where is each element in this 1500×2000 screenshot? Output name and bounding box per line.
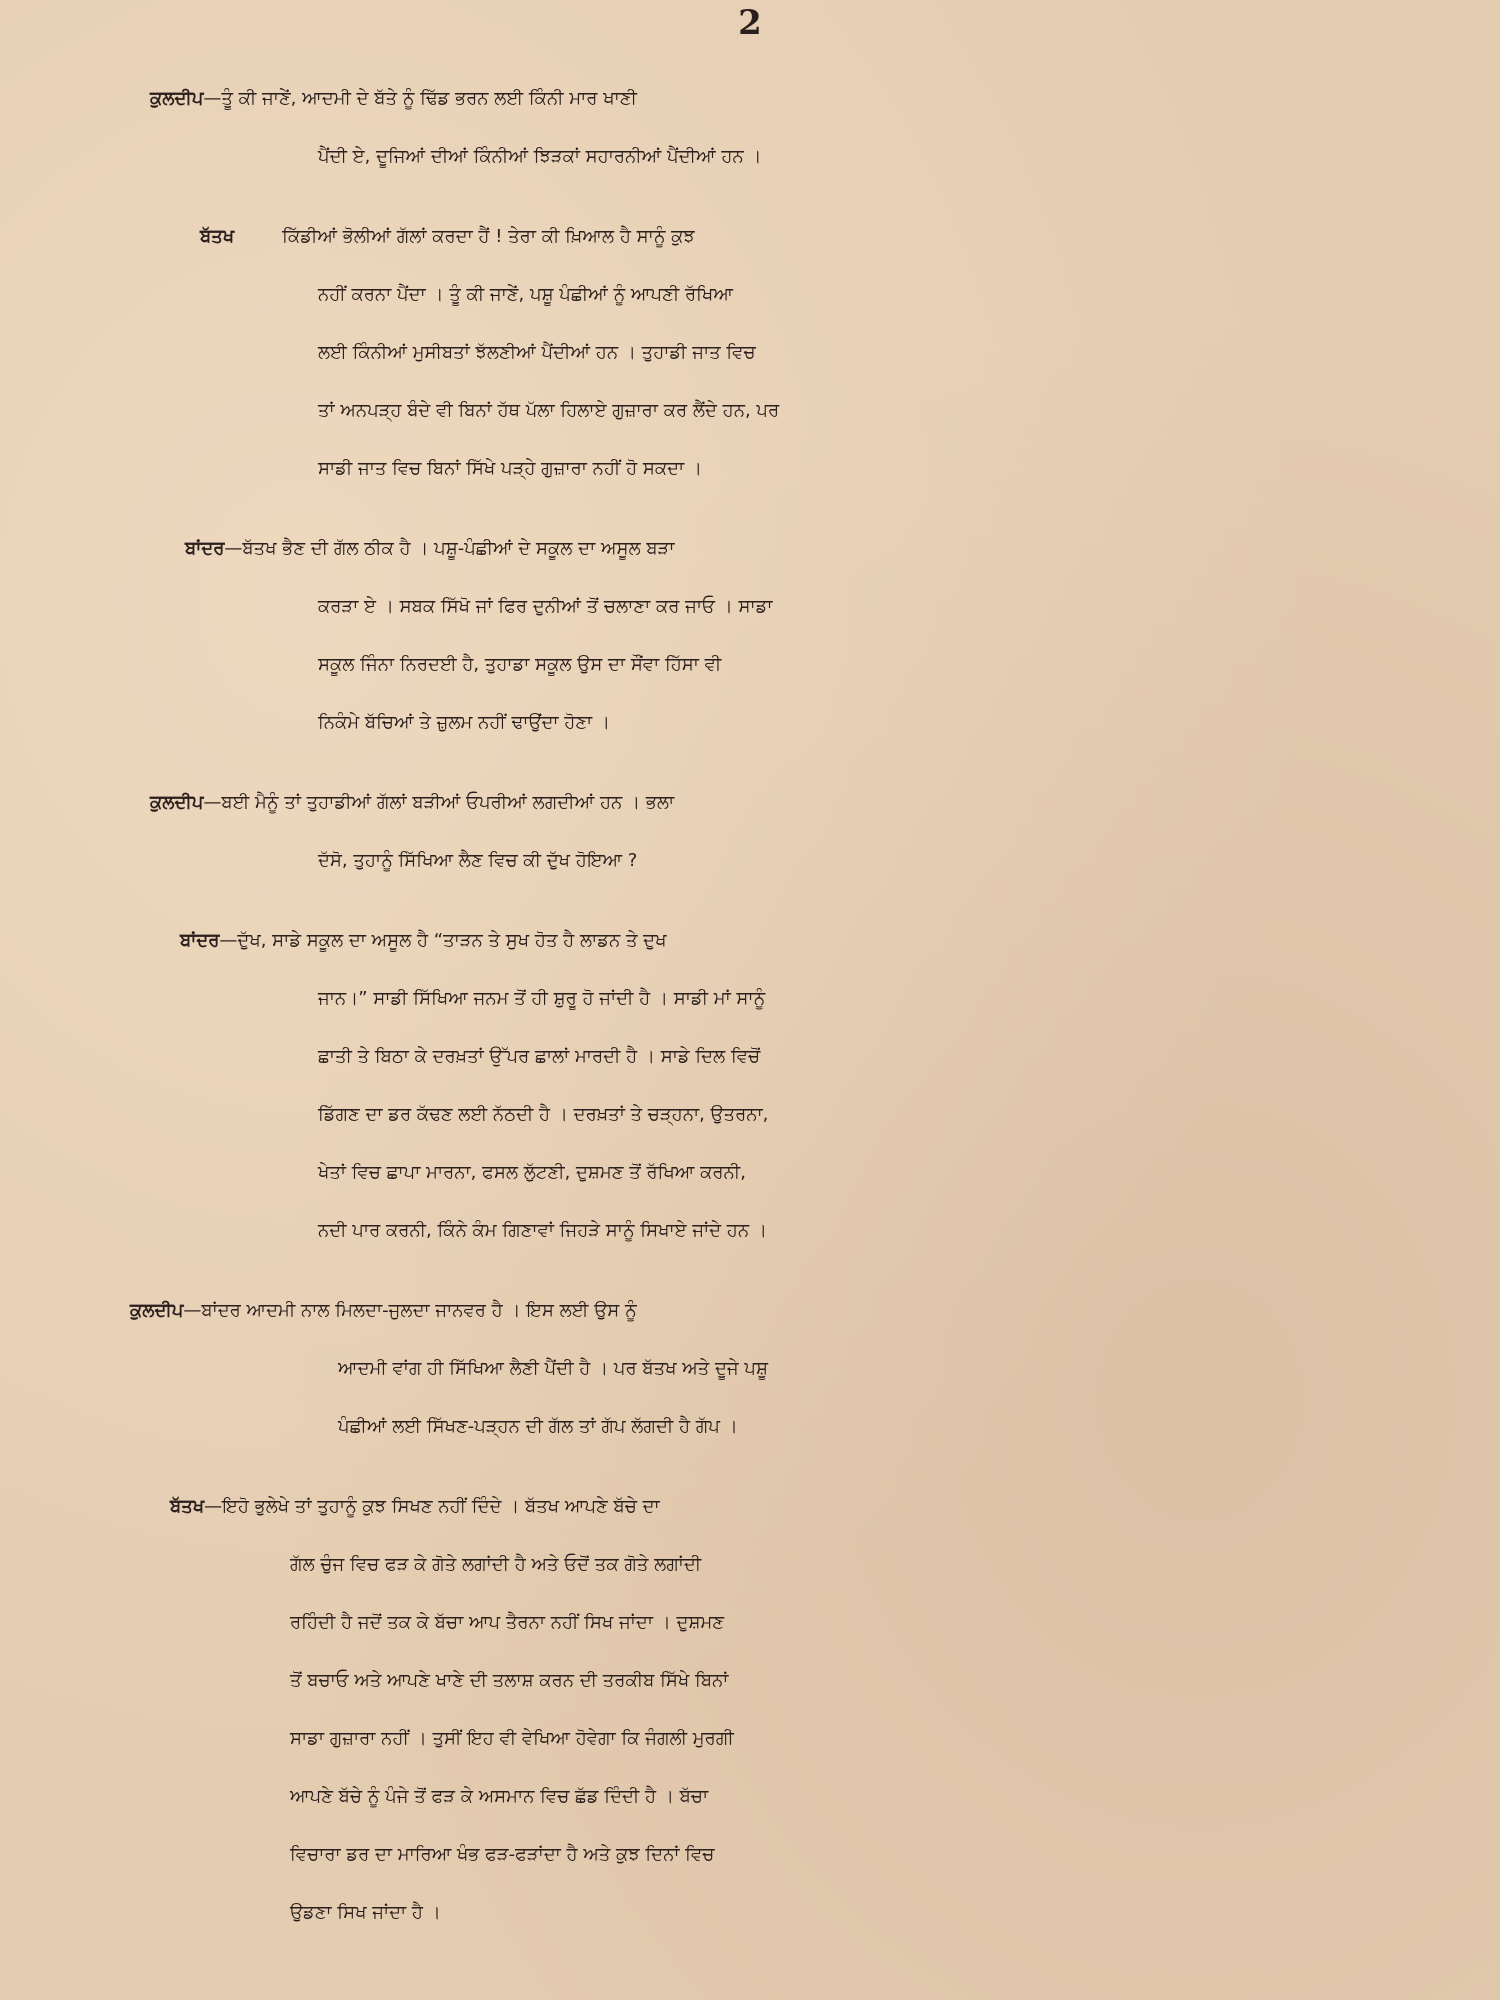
text-line: ਤੋਂ ਬਚਾਓ ਅਤੇ ਆਪਣੇ ਖਾਣੇ ਦੀ ਤਲਾਸ਼ ਕਰਨ ਦੀ ਤਰਕੀਬ ਸਿੱਖੇ ਬਿਨਾਂ [290, 1670, 729, 1691]
text-line: ਸਾਡੀ ਜਾਤ ਵਿਚ ਬਿਨਾਂ ਸਿੱਖੇ ਪੜ੍ਹੇ ਗੁਜ਼ਾਰਾ ਨਹੀਂ ਹੋ ਸਕਦਾ । [318, 458, 703, 479]
text-line [0, 774, 1500, 832]
speaker-name: ਕੁਲਦੀਪ [150, 88, 204, 109]
dialogue-entry [0, 912, 1500, 1260]
text-line: ਛਾਤੀ ਤੇ ਬਿਠਾ ਕੇ ਦਰਖ਼ਤਾਂ ਉੱਪਰ ਛਾਲਾਂ ਮਾਰਦੀ ਹੈ । ਸਾਡੇ ਦਿਲ ਵਿਚੋਂ [318, 1046, 761, 1067]
text-line: ਖੇਤਾਂ ਵਿਚ ਛਾਪਾ ਮਾਰਨਾ, ਫਸਲ ਲੁੱਟਣੀ, ਦੁਸ਼ਮਣ ਤੋਂ ਰੱਖਿਆ ਕਰਨੀ, [318, 1162, 746, 1183]
dialogue-entry [0, 774, 1500, 890]
text-line [0, 1282, 1500, 1340]
speaker-name: ਬੱਤਖ [200, 226, 235, 247]
text-line: ਪੈਂਦੀ ਏ, ਦੂਜਿਆਂ ਦੀਆਂ ਕਿੰਨੀਆਂ ਝਿੜਕਾਂ ਸਹਾਰਨੀਆਂ ਪੈਂਦੀਆਂ ਹਨ । [318, 146, 762, 167]
line-text: —ਬਾਂਦਰ ਆਦਮੀ ਨਾਲ ਮਿਲਦਾ-ਜੁਲਦਾ ਜਾਨਵਰ ਹੈ । ਇਸ ਲਈ ਉਸ ਨੂੰ [183, 1300, 637, 1321]
text-line: ਆਦਮੀ ਵਾਂਗ ਹੀ ਸਿੱਖਿਆ ਲੈਣੀ ਪੈਂਦੀ ਹੈ । ਪਰ ਬੱਤਖ ਅਤੇ ਦੂਜੇ ਪਸ਼ੂ [338, 1358, 768, 1379]
text-line: ਜਾਨ।” ਸਾਡੀ ਸਿੱਖਿਆ ਜਨਮ ਤੋਂ ਹੀ ਸ਼ੁਰੂ ਹੋ ਜਾਂਦੀ ਹੈ । ਸਾਡੀ ਮਾਂ ਸਾਨੂੰ [318, 988, 766, 1009]
text-line: ਨਹੀਂ ਕਰਨਾ ਪੈਂਦਾ । ਤੂੰ ਕੀ ਜਾਣੇਂ, ਪਸ਼ੂ ਪੰਛੀਆਂ ਨੂੰ ਆਪਣੀ ਰੱਖਿਆ [318, 284, 733, 305]
text-line: ਨਿਕੰਮੇ ਬੱਚਿਆਂ ਤੇ ਜ਼ੁਲਮ ਨਹੀਂ ਢਾਉਂਦਾ ਹੋਣਾ । [318, 712, 611, 733]
text-line [0, 208, 1500, 266]
text-line: ਸਾਡਾ ਗੁਜ਼ਾਰਾ ਨਹੀਂ । ਤੁਸੀਂ ਇਹ ਵੀ ਵੇਖਿਆ ਹੋਵੇਗਾ ਕਿ ਜੰਗਲੀ ਮੁਰਗੀ [290, 1728, 734, 1749]
text-line [0, 520, 1500, 578]
text-line [0, 70, 1500, 128]
text-line: ਪੰਛੀਆਂ ਲਈ ਸਿੱਖਣ-ਪੜ੍ਹਨ ਦੀ ਗੱਲ ਤਾਂ ਗੱਪ ਲੱਗਦੀ ਹੈ ਗੱਪ । [338, 1416, 738, 1437]
text-line: ਤਾਂ ਅਨਪੜ੍ਹ ਬੰਦੇ ਵੀ ਬਿਨਾਂ ਹੱਥ ਪੱਲਾ ਹਿਲਾਏ ਗੁਜ਼ਾਰਾ ਕਰ ਲੈਂਦੇ ਹਨ, ਪਰ [318, 400, 780, 421]
speaker-name: ਬਾਂਦਰ [185, 538, 225, 559]
speaker-name: ਬਾਂਦਰ [180, 930, 220, 951]
line-text: —ਬੱਤਖ ਭੈਣ ਦੀ ਗੱਲ ਠੀਕ ਹੈ । ਪਸ਼ੂ-ਪੰਛੀਆਂ ਦੇ ਸਕੂਲ ਦਾ ਅਸੂਲ ਬੜਾ [224, 538, 675, 559]
text-line: ਗੱਲ ਚੁੰਜ ਵਿਚ ਫੜ ਕੇ ਗੋਤੇ ਲਗਾਂਦੀ ਹੈ ਅਤੇ ਓਦੋਂ ਤਕ ਗੋਤੇ ਲਗਾਂਦੀ [290, 1554, 702, 1575]
text-line: ਰਹਿੰਦੀ ਹੈ ਜਦੋਂ ਤਕ ਕੇ ਬੱਚਾ ਆਪ ਤੈਰਨਾ ਨਹੀਂ ਸਿਖ ਜਾਂਦਾ । ਦੁਸ਼ਮਣ [290, 1612, 725, 1633]
dialogue-entry [0, 208, 1500, 498]
dialogue-text [0, 70, 1500, 1964]
text-line: ਉਡਣਾ ਸਿਖ ਜਾਂਦਾ ਹੈ । [290, 1902, 441, 1923]
dialogue-entry [0, 1282, 1500, 1456]
line-text: —ਬਈ ਮੈਨੂੰ ਤਾਂ ਤੁਹਾਡੀਆਂ ਗੱਲਾਂ ਬੜੀਆਂ ਓਪਰੀਆਂ ਲਗਦੀਆਂ ਹਨ । ਭਲਾ [203, 792, 675, 813]
text-line: ਡਿੱਗਣ ਦਾ ਡਰ ਕੱਢਣ ਲਈ ਨੱਠਦੀ ਹੈ । ਦਰਖ਼ਤਾਂ ਤੇ ਚੜ੍ਹਨਾ, ਉਤਰਨਾ, [318, 1104, 769, 1125]
text-line: ਨਦੀ ਪਾਰ ਕਰਨੀ, ਕਿੰਨੇ ਕੰਮ ਗਿਣਾਵਾਂ ਜਿਹੜੇ ਸਾਨੂੰ ਸਿਖਾਏ ਜਾਂਦੇ ਹਨ । [318, 1220, 767, 1241]
page-number: 2 [738, 3, 762, 43]
line-text: —ਦੁੱਖ, ਸਾਡੇ ਸਕੂਲ ਦਾ ਅਸੂਲ ਹੈ “ਤਾੜਨ ਤੇ ਸੁਖ ਹੋਤ ਹੈ ਲਾਡਨ ਤੇ ਦੁਖ [219, 930, 667, 951]
line-text: —ਤੂੰ ਕੀ ਜਾਣੇਂ, ਆਦਮੀ ਦੇ ਬੱਤੇ ਨੂੰ ਢਿੱਡ ਭਰਨ ਲਈ ਕਿੰਨੀ ਮਾਰ ਖਾਣੀ [203, 88, 637, 109]
speaker-name: ਕੁਲਦੀਪ [150, 792, 204, 813]
dialogue-entry [0, 520, 1500, 752]
dialogue-entry [0, 70, 1500, 186]
text-line: ਵਿਚਾਰਾ ਡਰ ਦਾ ਮਾਰਿਆ ਖੰਭ ਫੜ-ਫੜਾਂਦਾ ਹੈ ਅਤੇ ਕੁਝ ਦਿਨਾਂ ਵਿਚ [290, 1844, 715, 1865]
text-line: ਆਪਣੇ ਬੱਚੇ ਨੂੰ ਪੰਜੇ ਤੋਂ ਫੜ ਕੇ ਅਸਮਾਨ ਵਿਚ ਛੱਡ ਦਿੰਦੀ ਹੈ । ਬੱਚਾ [290, 1786, 709, 1807]
text-line: ਲਈ ਕਿੰਨੀਆਂ ਮੁਸੀਬਤਾਂ ਝੱਲਣੀਆਂ ਪੈਂਦੀਆਂ ਹਨ । ਤੁਹਾਡੀ ਜਾਤ ਵਿਚ [318, 342, 756, 363]
speaker-name: ਕੁਲਦੀਪ [130, 1300, 184, 1321]
text-line [0, 1478, 1500, 1536]
text-line: ਸਕੂਲ ਜਿੰਨਾ ਨਿਰਦਈ ਹੈ, ਤੁਹਾਡਾ ਸਕੂਲ ਉਸ ਦਾ ਸੌਂਵਾ ਹਿੱਸਾ ਵੀ [318, 654, 722, 675]
speaker-name: ਬੱਤਖ [170, 1496, 205, 1517]
line-text: —ਇਹੋ ਭੁਲੇਖੇ ਤਾਂ ਤੁਹਾਨੂੰ ਕੁਝ ਸਿਖਣ ਨਹੀਂ ਦਿੰਦੇ । ਬੱਤਖ ਆਪਣੇ ਬੱਚੇ ਦਾ [204, 1496, 660, 1517]
line-text: ਕਿੱਡੀਆਂ ਭੋਲੀਆਂ ਗੱਲਾਂ ਕਰਦਾ ਹੈਂ ! ਤੇਰਾ ਕੀ ਖ਼ਿਆਲ ਹੈ ਸਾਨੂੰ ਕੁਝ [282, 226, 695, 247]
dialogue-entry [0, 1478, 1500, 1942]
text-line: ਦੱਸੋ, ਤੁਹਾਨੂੰ ਸਿੱਖਿਆ ਲੈਣ ਵਿਚ ਕੀ ਦੁੱਖ ਹੋਇਆ ? [318, 850, 638, 871]
text-line: ਕਰੜਾ ਏ । ਸਬਕ ਸਿੱਖੋ ਜਾਂ ਫਿਰ ਦੁਨੀਆਂ ਤੋਂ ਚਲਾਣਾ ਕਰ ਜਾਓ । ਸਾਡਾ [318, 596, 773, 617]
text-line [0, 912, 1500, 970]
